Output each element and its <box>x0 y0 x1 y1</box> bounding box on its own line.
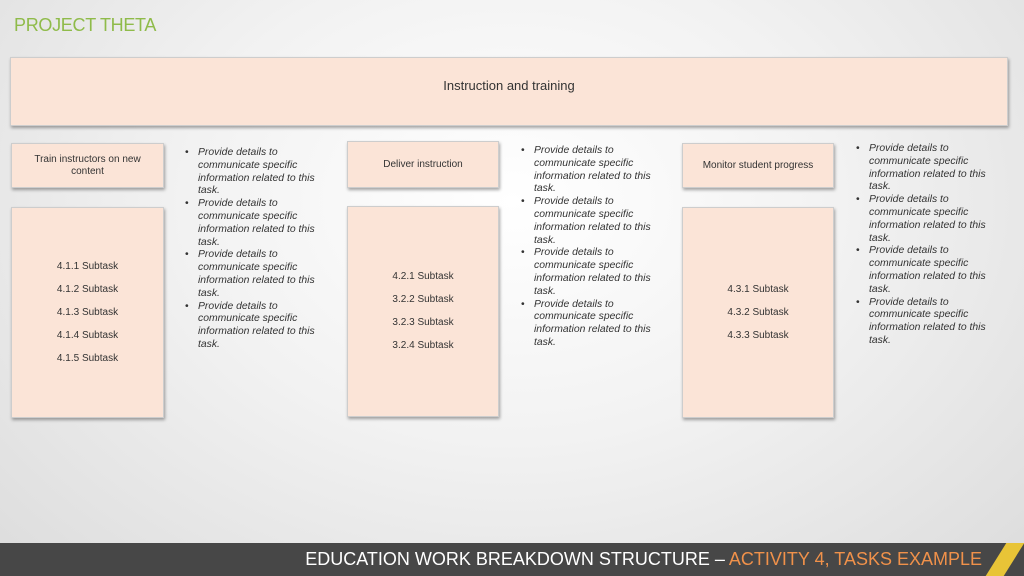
note-item: • Provide details to communicate specific information related to this task. <box>184 147 316 198</box>
note-item: • Provide details to communicate specific information related to this task. <box>855 297 987 348</box>
note-item: • Provide details to communicate specific information related to this task. <box>520 145 652 196</box>
subtask-item: 4.1.1 Subtask <box>56 260 119 272</box>
project-title: PROJECT THETA <box>14 15 157 35</box>
subtask-item: 4.1.3 Subtask <box>56 306 119 318</box>
notes-list-monitor-progress <box>855 143 987 348</box>
subtask-item: 3.2.2 Subtask <box>392 294 454 305</box>
subtask-item: 4.3.1 Subtask <box>727 283 789 295</box>
note-item: • Provide details to communicate specific information related to this task. <box>855 194 987 245</box>
footer-bar <box>0 543 1024 576</box>
subtask-item: 4.1.4 Subtask <box>56 329 119 341</box>
note-item: • Provide details to communicate specific information related to this task. <box>520 247 652 298</box>
task-box-train-instructors[interactable] <box>11 143 164 188</box>
notes-list-deliver-instruction <box>520 145 652 350</box>
task-box-deliver-instruction[interactable] <box>347 141 499 188</box>
note-item: • Provide details to communicate specific information related to this task. <box>855 245 987 296</box>
task-label: Train instructors on new content <box>34 153 141 177</box>
subtask-box-train-instructors[interactable] <box>11 207 164 418</box>
subtask-item: 3.2.4 Subtask <box>392 340 454 351</box>
footer-title-main: EDUCATION WORK BREAKDOWN STRUCTURE – <box>305 549 729 569</box>
note-item: • Provide details to communicate specific information related to this task. <box>855 143 987 194</box>
task-box-monitor-progress[interactable] <box>682 143 834 188</box>
footer-title-accent: ACTIVITY 4, TASKS EXAMPLE <box>728 549 982 569</box>
note-item: • Provide details to communicate specific information related to this task. <box>184 301 316 352</box>
wbs-root-box[interactable] <box>10 57 1008 126</box>
subtask-item: 4.1.2 Subtask <box>56 283 119 295</box>
subtask-box-deliver-instruction[interactable] <box>347 206 499 417</box>
subtask-item: 4.2.1 Subtask <box>392 271 454 282</box>
task-label: Monitor student progress <box>702 159 814 171</box>
note-item: • Provide details to communicate specific information related to this task. <box>520 196 652 247</box>
notes-list-train-instructors <box>184 147 316 352</box>
subtask-item: 3.2.3 Subtask <box>392 317 454 328</box>
note-item: • Provide details to communicate specific information related to this task. <box>520 299 652 350</box>
subtask-item: 4.3.3 Subtask <box>727 329 789 341</box>
footer-accent-stripe <box>986 543 1024 576</box>
note-item: • Provide details to communicate specific information related to this task. <box>184 249 316 300</box>
wbs-root-label: Instruction and training <box>443 78 575 93</box>
subtask-box-monitor-progress[interactable] <box>682 207 834 418</box>
subtask-item: 4.3.2 Subtask <box>727 306 789 318</box>
subtask-item: 4.1.5 Subtask <box>56 352 119 364</box>
note-item: • Provide details to communicate specific information related to this task. <box>184 198 316 249</box>
footer-title <box>305 549 982 570</box>
task-label: Deliver instruction <box>383 158 463 170</box>
